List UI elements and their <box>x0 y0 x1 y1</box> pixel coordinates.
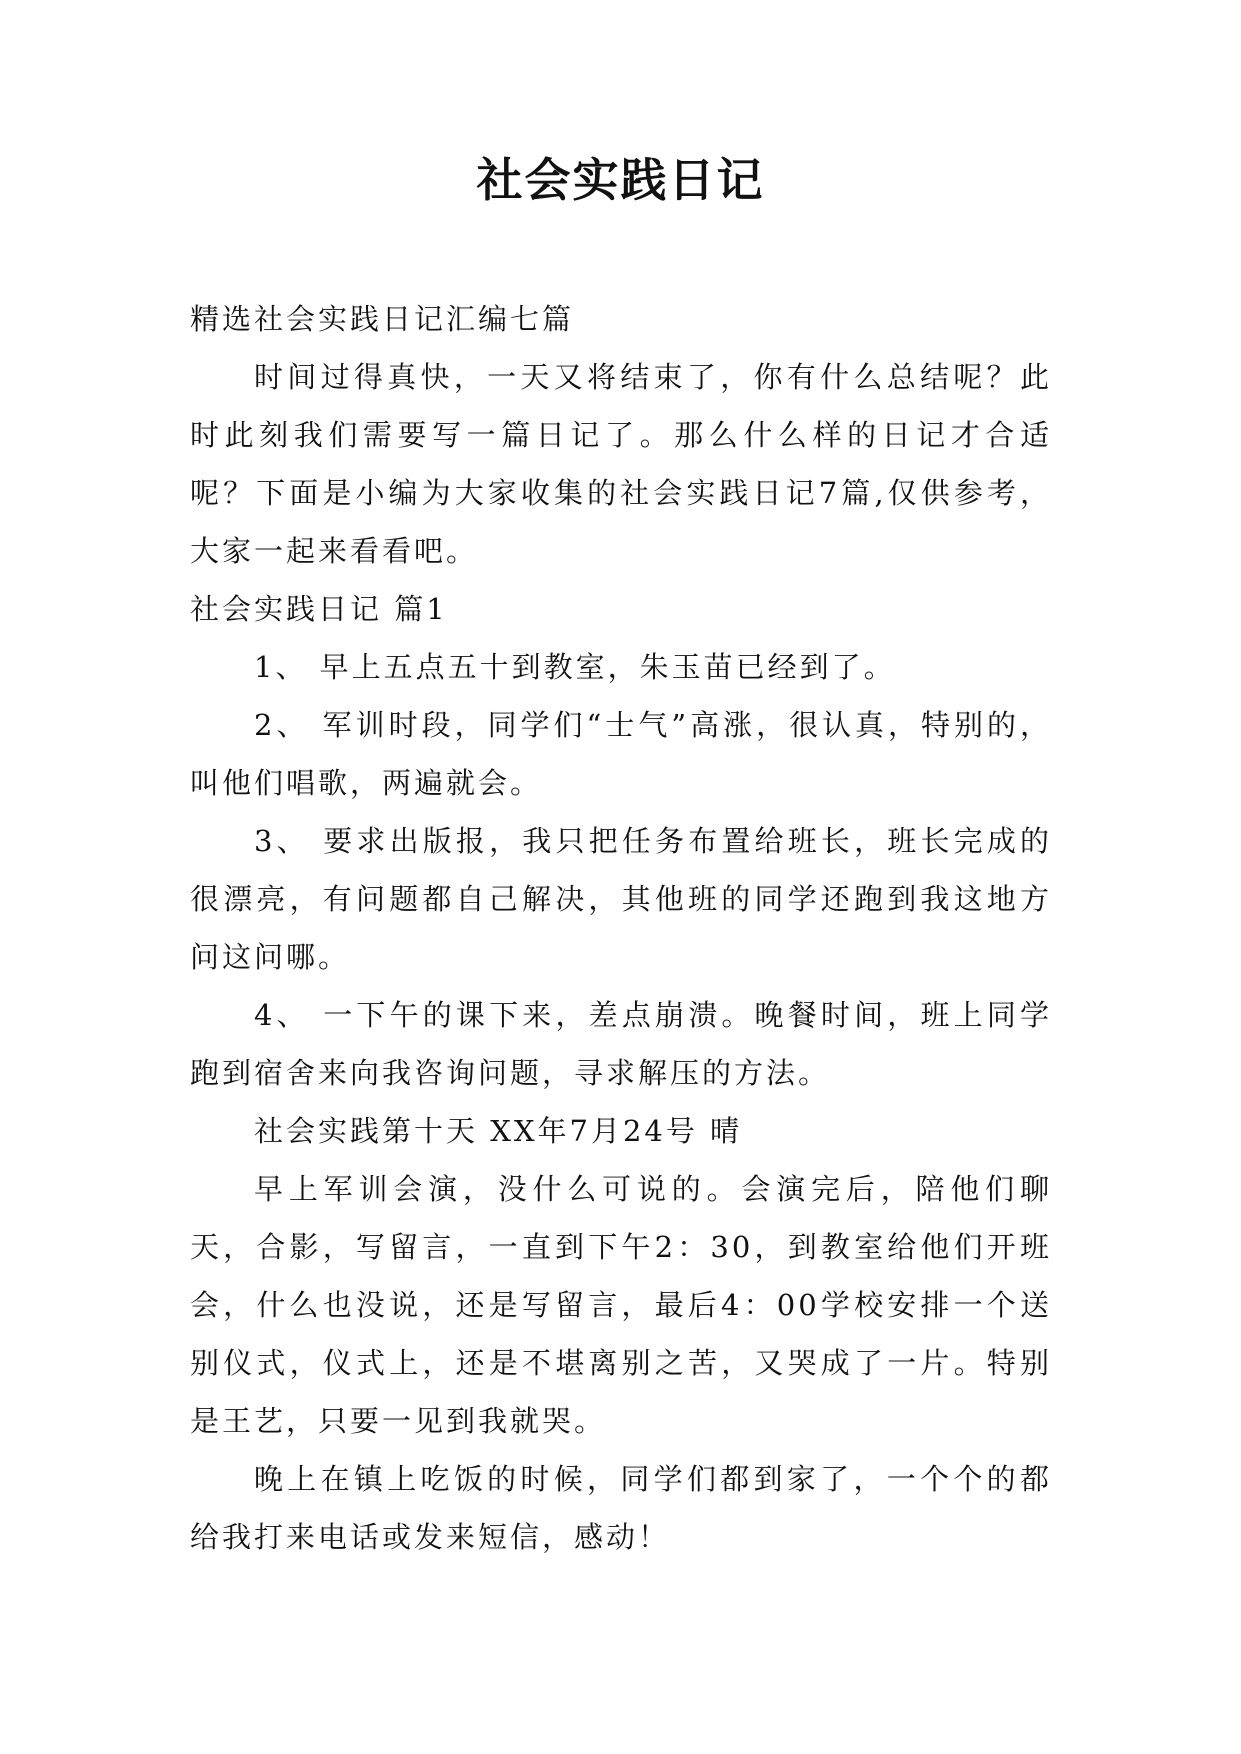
list-item: 3、 要求出版报，我只把任务布置给班长，班长完成的很漂亮，有问题都自己解决，其他班的同学还跑到我这地方问这问哪。 <box>190 824 1052 974</box>
document-body <box>190 290 1052 1566</box>
diary-date-line: 社会实践第十天 XX年7月24号 晴 <box>254 1114 743 1148</box>
list-item: 1、 早上五点五十到教室，朱玉苗已经到了。 <box>254 650 896 684</box>
list-item: 2、 军训时段，同学们“士气”高涨，很认真，特别的，叫他们唱歌，两遍就会。 <box>190 708 1052 800</box>
body-paragraph: 晚上在镇上吃饭的时候，同学们都到家了，一个个的都给我打来电话或发来短信，感动！ <box>190 1462 1052 1554</box>
list-item: 4、 一下午的课下来，差点崩溃。晚餐时间，班上同学跑到宿舍来向我咨询问题，寻求解压的方法。 <box>190 998 1052 1090</box>
intro-paragraph: 时间过得真快，一天又将结束了，你有什么总结呢？此时此刻我们需要写一篇日记了。那么什么样的日记才合适呢？下面是小编为大家收集的社会实践日记7篇,仅供参考，大家一起来看看吧。 <box>190 360 1052 568</box>
subtitle-line: 精选社会实践日记汇编七篇 <box>190 302 575 336</box>
document-title: 社会实践日记 <box>476 153 765 207</box>
body-paragraph: 早上军训会演，没什么可说的。会演完后，陪他们聊天，合影，写留言，一直到下午2：30，到教室给他们开班会，什么也没说，还是写留言，最后4：00学校安排一个送别仪式，仪式上，还是不堪离别之苦，又哭成了一片。特别是王艺，只要一见到我就哭。 <box>190 1172 1052 1438</box>
section-heading: 社会实践日记 篇1 <box>190 592 448 626</box>
